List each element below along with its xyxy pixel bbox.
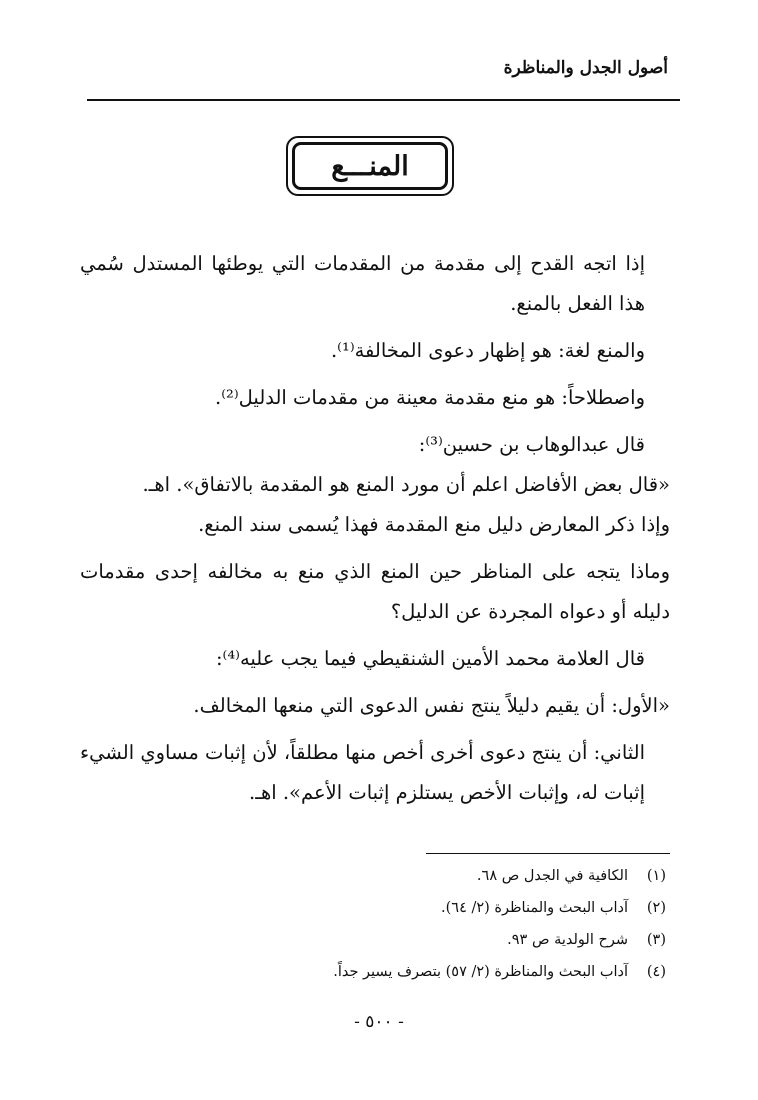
page-number: - ٥٠٠ -	[354, 1012, 404, 1032]
section-title: المنـــع	[331, 150, 409, 182]
footnote-text: الكافية في الجدل ص ٦٨.	[476, 868, 628, 884]
paragraph-shinqiti-attribution: قال العلامة محمد الأمين الشنقيطي فيما يجب عليه⁽⁴⁾:	[215, 647, 645, 670]
paragraph-quote-attribution: قال عبدالوهاب بن حسين⁽³⁾:	[418, 433, 645, 456]
paragraph-technical-definition: واصطلاحاً: هو منع مقدمة معينة من مقدمات الدليل⁽²⁾.	[215, 386, 645, 409]
paragraph-quote: «قال بعض الأفاضل اعلم أن مورد المنع هو المقدمة بالاتفاق». اهـ.	[142, 473, 670, 496]
paragraph-definition-intro: إذا اتجه القدح إلى مقدمة من المقدمات التي يوطئها المستدل سُمي هذا الفعل بالمنع.	[80, 252, 645, 315]
footnote-number: (٣)	[646, 932, 666, 948]
body-text	[80, 244, 670, 820]
paragraph-first-point: «الأول: أن يقيم دليلاً ينتج نفس الدعوى التي منعها المخالف.	[193, 694, 670, 717]
footnote-item	[80, 860, 670, 892]
footnote-number: (١)	[646, 868, 666, 884]
header-rule	[87, 99, 680, 101]
paragraph-question: وماذا يتجه على المناظر حين المنع الذي منع به مخالفه إحدى مقدمات دليله أو دعواه المجردة عن الدليل؟	[80, 560, 670, 623]
footnote-text: آداب البحث والمناظرة (٢/ ٦٤).	[441, 900, 628, 916]
footnote-separator	[426, 853, 670, 854]
paragraph-linguistic-definition: والمنع لغة: هو إظهار دعوى المخالفة⁽¹⁾.	[330, 339, 645, 362]
footnote-item	[80, 924, 670, 956]
footnote-item	[80, 956, 670, 988]
paragraph-support-of-denial: وإذا ذكر المعارض دليل منع المقدمة فهذا يُسمى سند المنع.	[198, 513, 670, 536]
running-header-title: أصول الجدل والمناظرة	[503, 58, 668, 78]
footnote-text: شرح الولدية ص ٩٣.	[507, 932, 628, 948]
footnote-number: (٤)	[646, 964, 666, 980]
section-title-inner-frame	[292, 142, 448, 190]
paragraph-second-point: الثاني: أن ينتج دعوى أخرى أخص منها مطلقاً، لأن إثبات مساوي الشيء إثبات له، وإثبات الأخص يستلزم إثبات الأعم». اهـ.	[79, 741, 645, 804]
section-title-frame	[286, 136, 454, 196]
footnote-number: (٢)	[646, 900, 666, 916]
footnote-item	[80, 892, 670, 924]
footnotes	[80, 860, 670, 988]
footnote-text: آداب البحث والمناظرة (٢/ ٥٧) بتصرف يسير جداً.	[333, 964, 628, 980]
